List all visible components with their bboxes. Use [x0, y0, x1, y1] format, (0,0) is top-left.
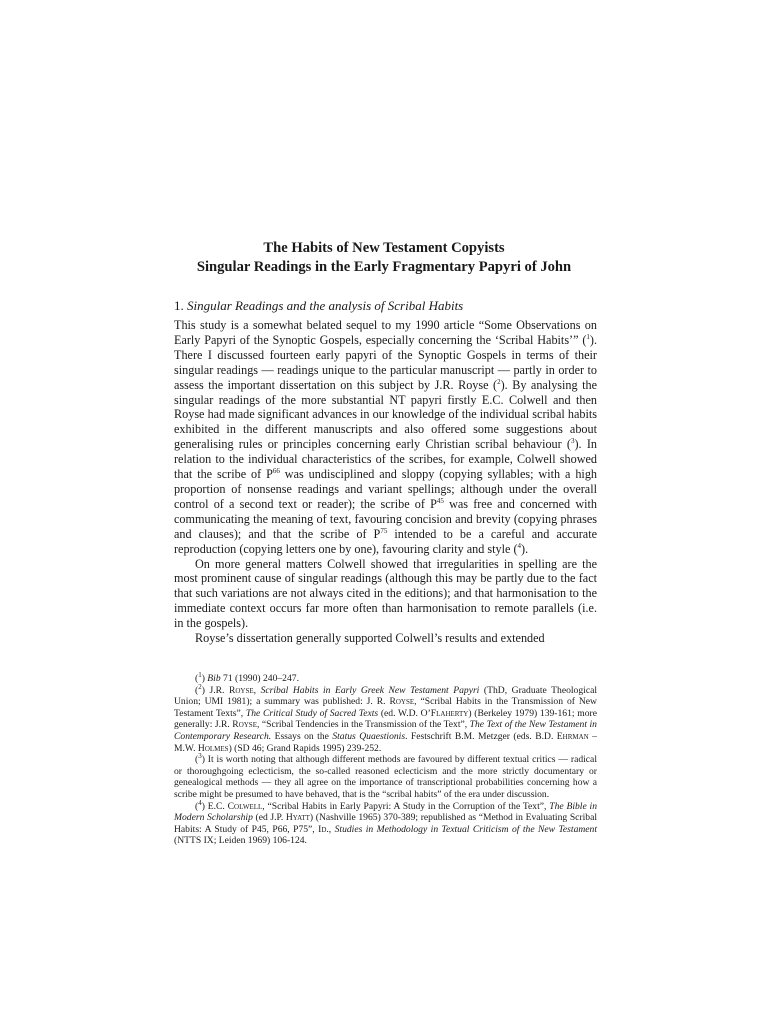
footnote-ref-3: 3 — [571, 437, 575, 446]
text-run: ) (SD 46; Grand Rapids 1995) 239-252. — [228, 742, 382, 754]
author-name: Holmes — [197, 742, 229, 754]
text-run: ) (Berkeley 1979) 139-161; more generally: J.R. — [174, 707, 597, 731]
footnote-ref-4: 4 — [517, 541, 522, 550]
section-heading — [174, 297, 594, 314]
text-run: ) (Nashville 1965) 370-389; republished as “Method in Evaluating Scribal Habits: A Study of P45, P66, P75”, — [174, 812, 597, 835]
text-run: ). In relation to the individual characteristics of the scribes, for example, Colwell showed that the scribe of P — [174, 437, 597, 482]
papyrus-number-75: 75 — [380, 526, 388, 535]
text-run: (ThD, Graduate Theological Union; UMI 1981); a summary was published: J. R. — [174, 684, 598, 708]
text-run: (ed. W.D. O’ — [378, 707, 431, 719]
footnote-1: ($^1$) Bib 71 (1990) 240–247. — [195, 670, 299, 684]
text-run: J.R. — [204, 684, 229, 696]
work-title: The Bible in Modern Scholarship — [174, 800, 597, 824]
text-run: Essays on the — [271, 730, 333, 742]
author-name: Royse — [228, 684, 254, 696]
text-run: was undisciplined and sloppy (copying syllables; with a high proportion of nonsense readings and variant spellings; although under the overall control of a second text or reader); the scribe of P — [174, 467, 598, 511]
title-line-1: The Habits of New Testament Copyists — [263, 240, 505, 256]
footnotes — [174, 670, 598, 847]
author-name: Royse — [389, 696, 415, 708]
footnote-3: ($^3$) It is worth noting that although different methods are favoured by different textual critics — radical or thoroughgoing eclecticism, the so-called reasoned eclecticism and the more strictly documentary or genealogical methods — they all agree on the importance of transcriptional probabilities concerning how a scribe might be presumed to have behaved, that is the “scribal habits” of the era under discussion. — [174, 751, 597, 800]
author-name: Ehrman — [556, 730, 589, 742]
footnote-4: ($^4$) E.C. Colwell, “Scribal Habits in Early Papyri: A Study in the Corruption of the Text”, The Bible in Modern Scholarship (ed J.P. Hyatt) (Nashville 1965) 370-389; republished as “Method in Evaluating Scribal Habits: A Study of P45, P66, P75”, Id., Studies in Methodology in Textual Criticism of the New Testament (NTTS IX; Leiden 1969) 106-124. — [174, 798, 598, 847]
paragraph-1 — [174, 318, 597, 557]
author-name: Royse — [232, 719, 257, 731]
title-line-2: Singular Readings in the Early Fragmentary Papyri of John — [196, 259, 572, 275]
text-run: ). By analysing the singular readings of the more substantial NT papyri firstly E.C. Colwell and then Royse had made significant advances in our knowledge of the individual scribal habits exhibited in the different manuscripts and also offered some suggestions about generalising rules or principles concerning early Christian scribal behaviour ( — [174, 377, 597, 452]
section-number: 1. — [174, 298, 184, 313]
text-run: was free and concerned with communicating the meaning of text, favouring concision and brevity (copying phrases and clauses); and that the scribe of P — [174, 496, 597, 541]
work-title: The Critical Study of Sacred Texts — [245, 707, 379, 719]
text-run: intended to be a careful and accurate reproduction (copying letters one by one), favouring clarity and style ( — [174, 526, 597, 556]
papyrus-number-66: 66 — [272, 467, 280, 475]
text-run: E.C. — [204, 800, 228, 812]
author-name: Hyatt — [285, 812, 310, 824]
text-run: (NTTS IX; Leiden 1969) 106-124. — [174, 835, 307, 847]
footnote-mark: 4 — [198, 798, 202, 807]
text-run: , “Scribal Habits in Early Papyri: A Study in the Corruption of the Text”, — [262, 800, 550, 812]
text-run: (ed J.P. — [252, 812, 286, 824]
text-run: This study is a somewhat belated sequel to my 1990 article “Some Observations on Early Papyri of the Synoptic Gospels, especially concerning the ‘Scribal Habits’” ( — [174, 318, 597, 347]
journal-title: Bib — [207, 673, 221, 684]
text-run: ). There I discussed fourteen early papyri of the Synoptic Gospels in terms of their singular readings — readings unique to the particular manuscript — partly in order to assess the important dissertation on this subject by J.R. Royse ( — [174, 332, 597, 392]
work-title: The Text of the New Testament in Contemporary Research. — [174, 719, 597, 742]
papyrus-number-45: 45 — [436, 496, 444, 505]
footnote-2: ($^2$) J.R. Royse, Scribal Habits in Early Greek New Testament Papyri (ThD, Graduate Theological Union; UMI 1981); a summary was published: J. R. Royse, “Scribal Habits in the Transmission of New Testament Texts”, The Critical Study of Sacred Texts (ed. W.D. O’Flaherty) (Berkeley 1979) 139-161; more generally: J.R. Royse, “Scribal Tendencies in the Transmission of the Text”, The Text of the New Testament in Contemporary Research. Essays on the Status Quaestionis. Festschrift B.M. Metzger (eds. B.D. Ehrman – M.W. Holmes) (SD 46; Grand Rapids 1995) 239-252. — [174, 682, 598, 754]
text-run: – M.W. — [174, 730, 597, 754]
work-title: Scribal Habits in Early Greek New Testament Papyri — [260, 684, 480, 696]
body-text — [174, 318, 597, 646]
text-run: ). — [521, 541, 529, 556]
work-title: Studies in Methodology in Textual Criticism of the New Testament — [334, 823, 598, 835]
author-name: Id. — [318, 823, 329, 835]
work-title: Status Quaestionis — [332, 730, 406, 742]
text-run: It is worth noting that although different methods are favoured by different textual critics — radical or thoroughgoing eclecticism, the so-called reasoned eclecticism and the more strictly documentary or genealogical methods — they all agree on the importance of transcriptional probabilities concerning how a scribe might be presumed to have behaved, that is the “scribal habits” of the era under discussion. — [174, 754, 597, 800]
text-run: 71 (1990) 240–247. — [220, 673, 299, 684]
footnote-mark: 3 — [198, 751, 202, 760]
footnote-ref-1: 1 — [586, 332, 590, 341]
text-run: . Festschrift B.M. Metzger (eds. B.D. — [405, 730, 557, 742]
text-run: , “Scribal Habits in the Transmission of New Testament Texts”, — [174, 696, 597, 719]
author-name: Colwell — [227, 800, 263, 812]
footnote-ref-2: 2 — [497, 377, 501, 386]
paper-title — [173, 239, 595, 277]
text-run: , — [328, 823, 335, 835]
paragraph-3: Royse’s dissertation generally supported Colwell’s results and extended — [195, 631, 545, 646]
footnote-mark: 2 — [198, 682, 202, 691]
section-title: Singular Readings and the analysis of Scribal Habits — [187, 298, 464, 313]
text-run: , — [253, 684, 261, 696]
author-name: Flaherty — [430, 707, 469, 719]
footnote-mark: 1 — [198, 670, 202, 679]
paragraph-2: On more general matters Colwell showed that irregularities in spelling are the most prominent cause of singular readings (although this may be partly due to the fact that such variations are not always cited in the editions); and that harmonisation to the immediate context occurs far more often than harmonisation to remote parallels (i.e. in the gospels). — [174, 556, 597, 631]
text-run: , “Scribal Tendencies in the Transmission of the Text”, — [256, 719, 470, 731]
